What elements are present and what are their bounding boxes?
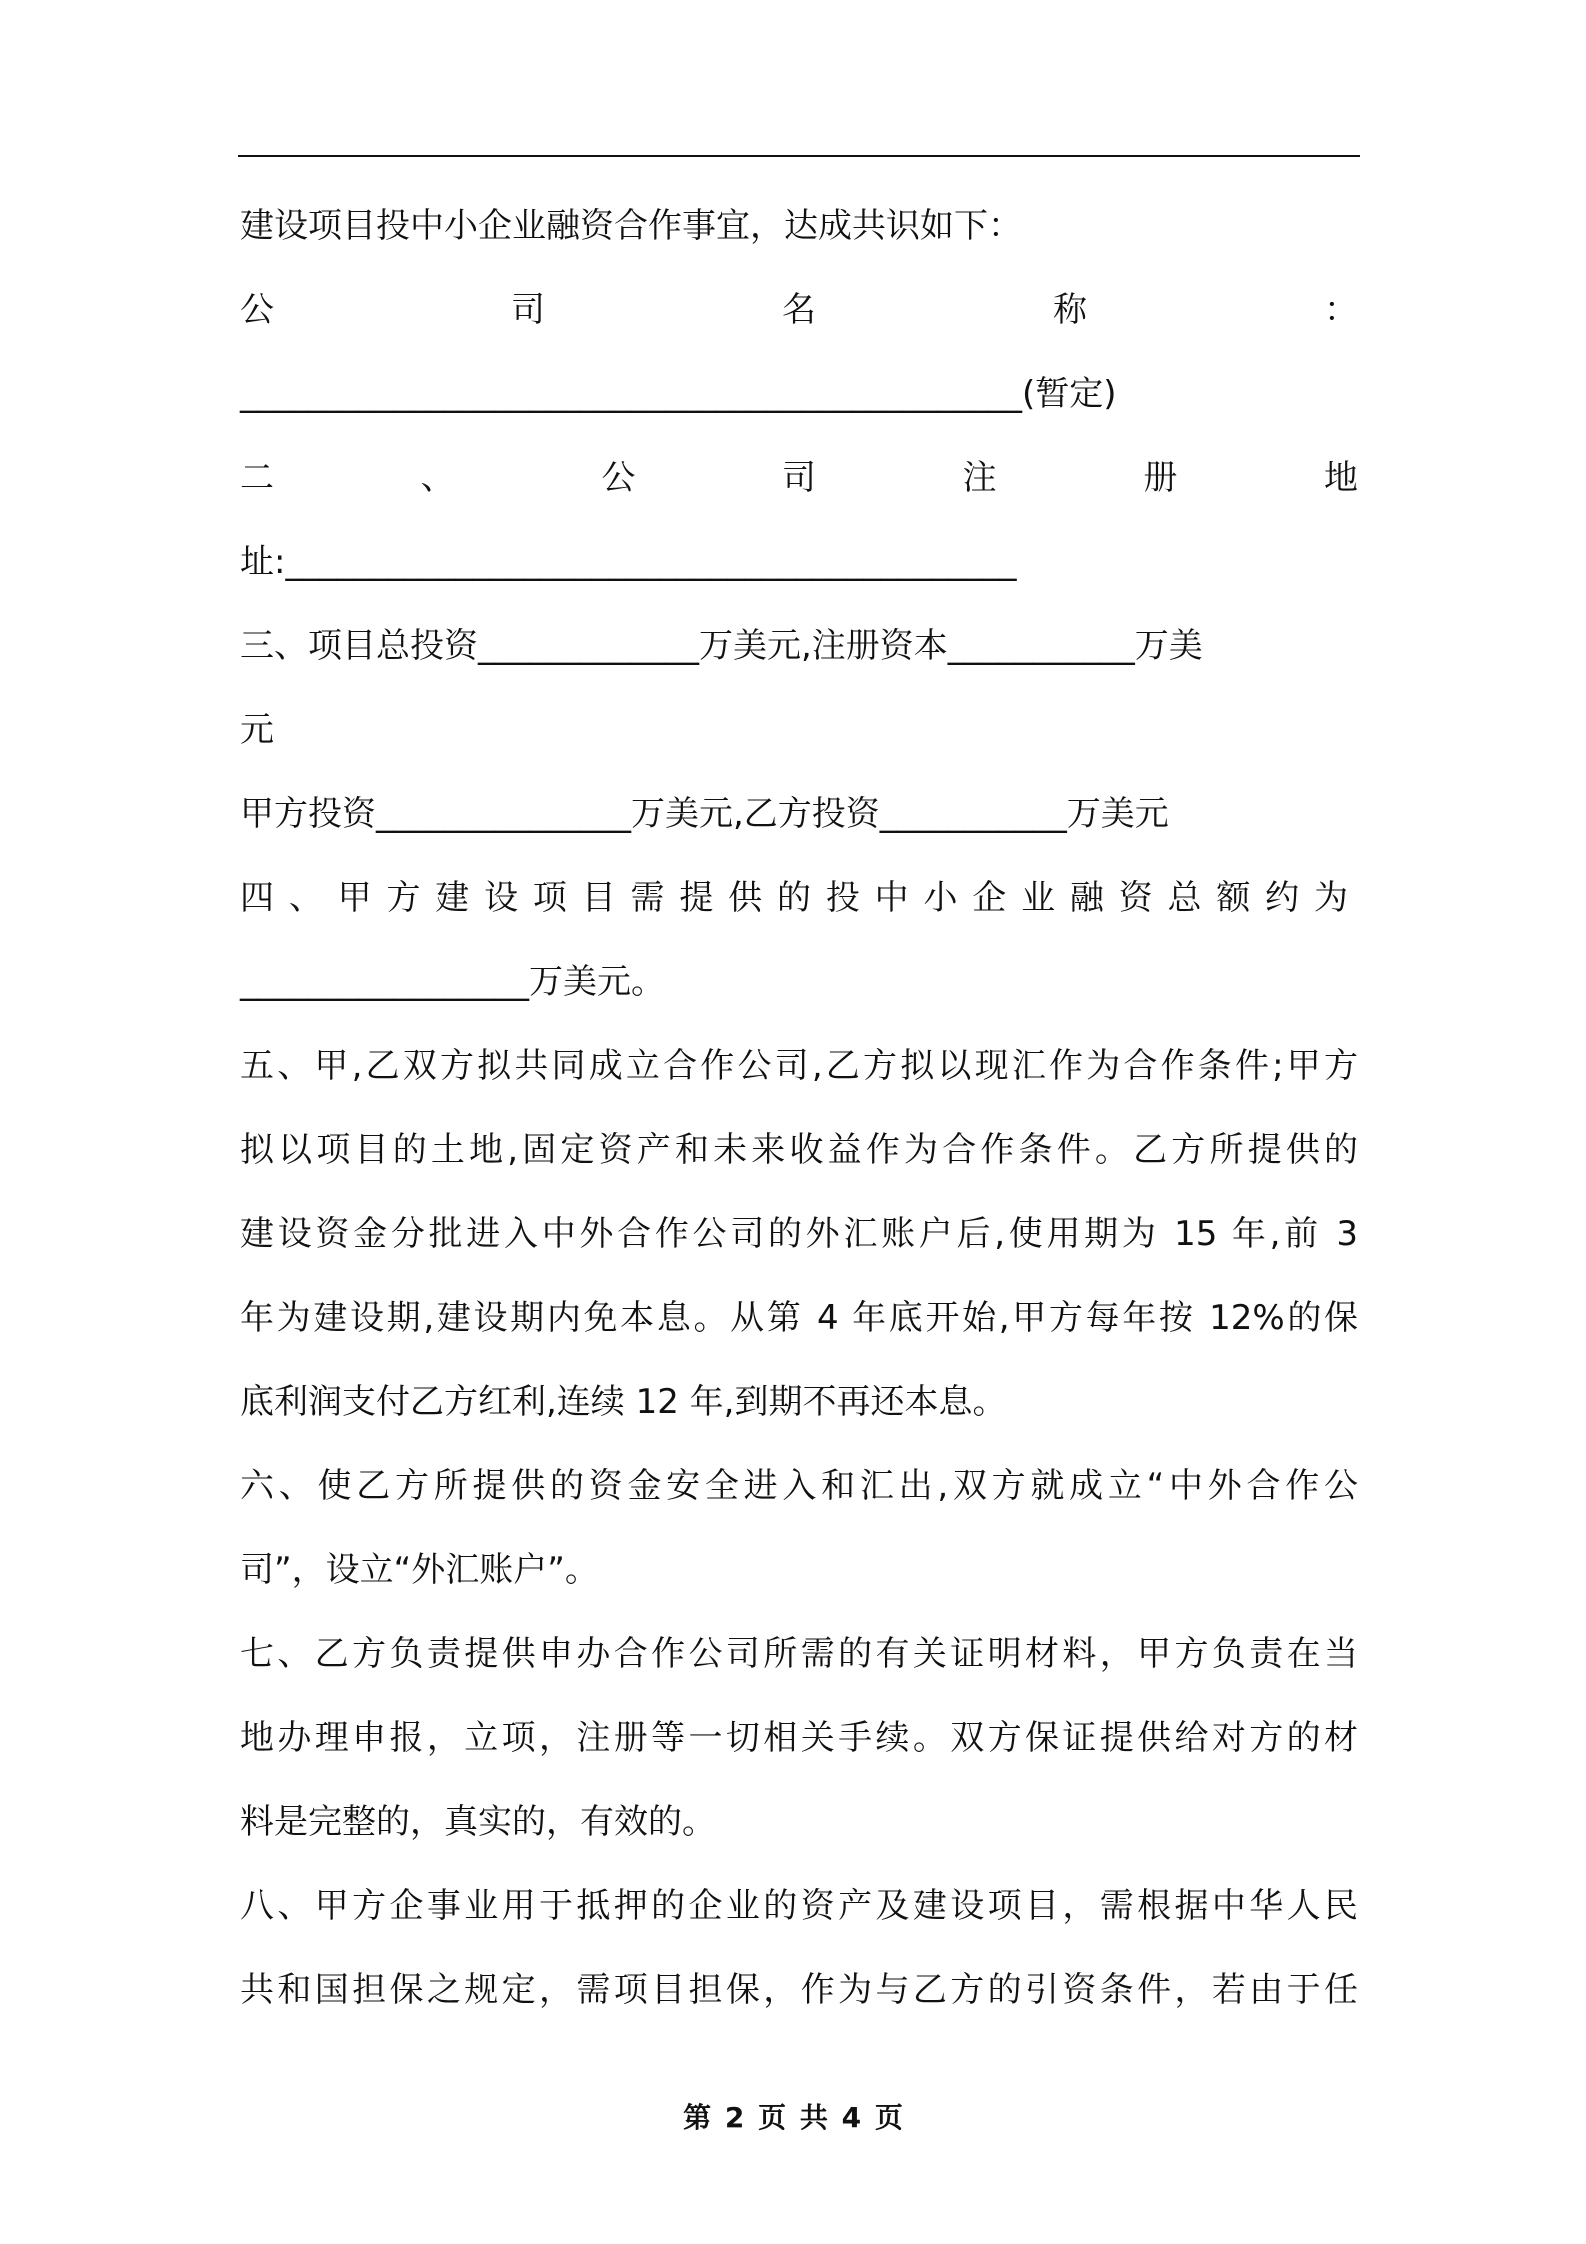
text-line: 四、甲方建设项目需提供的投中小企业融资总额约为 (240, 878, 1358, 918)
text-line: 公 司 名 称 ： (240, 290, 1358, 330)
text-line: 司”，设立“外汇账户”。 (240, 1550, 599, 1590)
text-line: 二 、 公 司 注 册 地 (240, 458, 1358, 498)
text-line: 七、乙方负责提供申办合作公司所需的有关证明材料，甲方负责在当 (240, 1634, 1358, 1674)
text-line: 建设资金分批进入中外合作公司的外汇账户后,使用期为 15 年,前 3 (240, 1214, 1358, 1254)
text-line: 建设项目投中小企业融资合作事宜，达成共识如下： (240, 206, 1022, 246)
page-number: 第 2 页 共 4 页 (683, 2101, 903, 2134)
text-line: 底利润支付乙方红利,连续 12 年,到期不再还本息。 (240, 1382, 1007, 1422)
text-line: 八、甲方企事业用于抵押的企业的资产及建设项目，需根据中华人民 (240, 1886, 1358, 1926)
text-line: 甲方投资_______________万美元,乙方投资___________万美元 (240, 794, 1169, 834)
text-line: ______________________________________________(暂定) (240, 374, 1117, 414)
text-line: 五、甲,乙双方拟共同成立合作公司,乙方拟以现汇作为合作条件;甲方 (240, 1046, 1358, 1086)
text-line: 拟以项目的土地,固定资产和未来收益作为合作条件。乙方所提供的 (240, 1130, 1358, 1170)
text-line: 地办理申报，立项，注册等一切相关手续。双方保证提供给对方的材 (240, 1718, 1358, 1758)
text-line: _________________万美元。 (240, 962, 665, 1002)
text-line: 共和国担保之规定，需项目担保，作为与乙方的引资条件，若由于任 (240, 1970, 1358, 2010)
text-line: 年为建设期,建设期内免本息。从第 4 年底开始,甲方每年按 12%的保 (240, 1298, 1358, 1338)
text-line: 六、使乙方所提供的资金安全进入和汇出,双方就成立“中外合作公 (240, 1466, 1358, 1506)
text-line: 料是完整的，真实的，有效的。 (240, 1802, 716, 1842)
header-rule (238, 155, 1360, 157)
text-line: 元 (240, 710, 274, 750)
document-body (240, 184, 1358, 2032)
text-line: 三、项目总投资_____________万美元,注册资本___________万美 (240, 626, 1203, 666)
text-line: 址:___________________________________________ (240, 542, 1017, 582)
